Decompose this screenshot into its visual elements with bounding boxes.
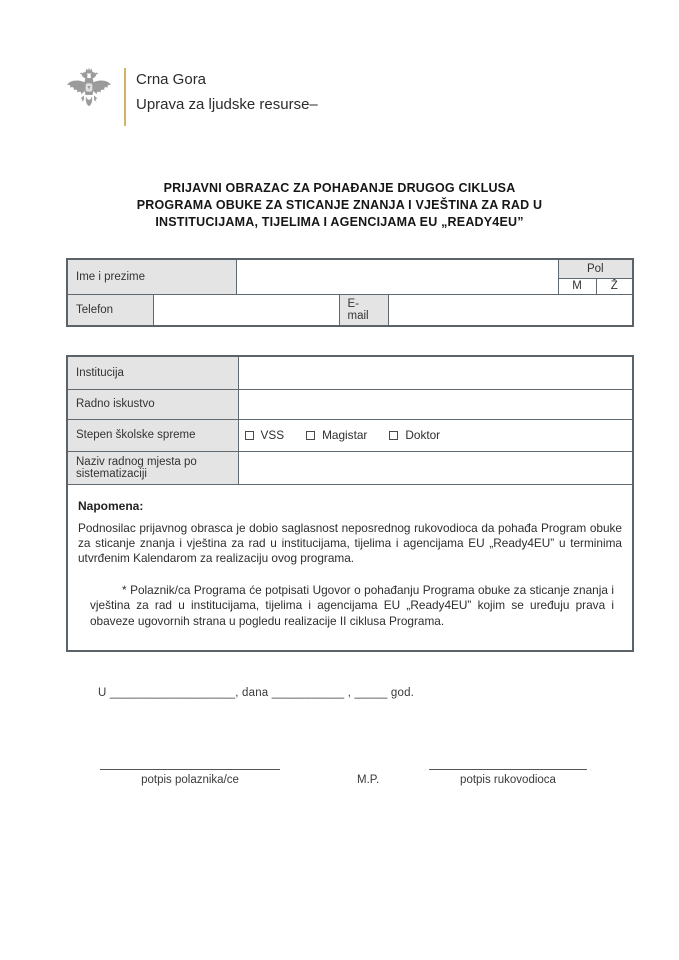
name-label: Ime i prezime [67,259,236,294]
participant-signature-block [100,769,280,786]
stamp-placeholder: M.P. [357,774,380,786]
montenegro-coat-of-arms-icon [64,66,114,124]
checkbox-option-magistar[interactable] [306,428,367,442]
form-title-line1: PRIJAVNI OBRAZAC ZA POHAĐANJE DRUGOG CIKLUSA [163,181,516,195]
supervisor-signature-block [429,769,587,786]
institution-label: Institucija [67,356,238,389]
details-table [66,355,634,652]
institution-input-cell[interactable] [238,356,633,389]
personal-info-table [66,258,634,327]
experience-label: Radno iskustvo [67,389,238,419]
note-paragraph-2: * Polaznik/ca Programa će potpisati Ugovor o pohađanju Programa obuke za sticanje znanja i vještina za rad u institucijama, tijelima i agencijama EU „Ready4EU” kojim se uređuju prava i obaveze ugovornih strana u pogledu realizacije II ciklusa Programa. [90,583,614,628]
phone-input-cell[interactable] [153,294,339,326]
name-input-cell[interactable] [236,259,558,294]
org-country: Crna Gora [136,71,207,88]
header-org-block [136,71,318,113]
header-gold-divider [124,68,126,126]
education-label: Stepen školske spreme [67,419,238,451]
note-paragraph-1: Podnosilac prijavnog obrasca je dobio saglasnost neposrednog rukovodioca da pohađa Program obuke za sticanje znanja i vještina za rad u institucijama, tijelima i agencijama EU „Ready4EU” u terminima utvrđenim Kalendarom za realizaciju ovog programa. [78,520,622,565]
form-title-line3: INSTITUCIJAMA, TIJELIMA I AGENCIJAMA EU „READY4EU” [155,215,524,229]
supervisor-signature-line [429,769,587,770]
form-title-line2: PROGRAMA OBUKE ZA STICANJE ZNANJA I VJEŠTINA ZA RAD U [136,198,543,212]
gender-header: Pol [558,259,633,278]
email-label: E-mail [339,294,388,326]
job-title-label: Naziv radnog mjesta po sistematizaciji [67,451,238,484]
participant-signature-label: potpis polaznika/ce [141,774,239,786]
email-input-cell[interactable] [388,294,633,326]
note-heading: Napomena: [78,498,144,513]
place-date-line: U ___________________, dana ___________ , _____ god. [98,687,415,699]
checkbox-label-doktor: Doktor [405,428,441,442]
phone-label: Telefon [67,294,153,326]
checkbox-option-vss[interactable] [245,428,285,442]
org-department: Uprava za ljudske resurse– [136,96,318,113]
form-title [0,180,679,231]
experience-input-cell[interactable] [238,389,633,419]
checkbox-label-vss: VSS [260,428,285,442]
job-title-input-cell[interactable] [238,451,633,484]
note-section [67,484,633,651]
checkbox-label-magistar: Magistar [322,428,368,442]
checkbox-option-doktor[interactable] [389,428,440,442]
checkbox-icon[interactable] [245,431,254,440]
gender-male-cell[interactable]: M [558,278,596,294]
supervisor-signature-label: potpis rukovodioca [460,774,556,786]
participant-signature-line [100,769,280,770]
education-options [239,428,633,442]
checkbox-icon[interactable] [306,431,315,440]
checkbox-icon[interactable] [389,431,398,440]
gender-female-cell[interactable]: Ž [596,278,633,294]
